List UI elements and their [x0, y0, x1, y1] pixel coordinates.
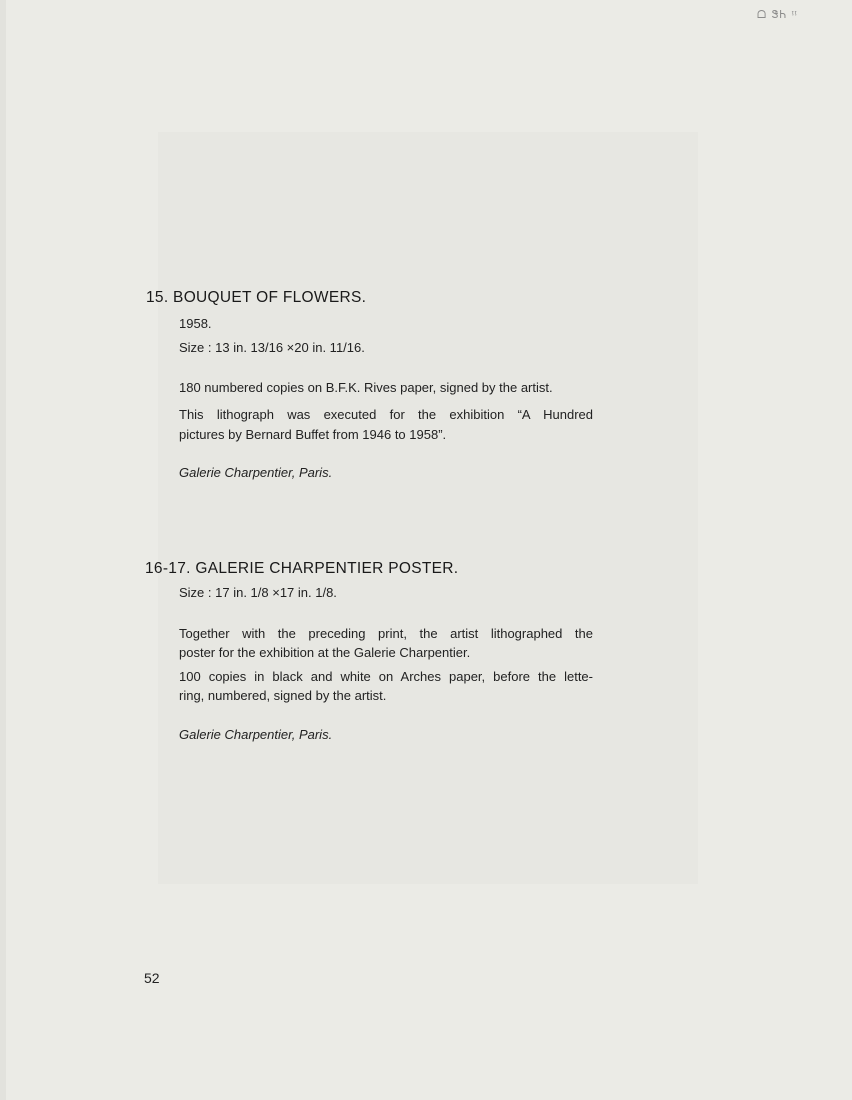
entry-16-17-note-line-2: poster for the exhibition at the Galerie Charpentier.	[179, 645, 471, 660]
entry-15-publisher: Galerie Charpentier, Paris.	[179, 465, 333, 480]
entry-15-title: 15. BOUQUET OF FLOWERS.	[146, 289, 367, 306]
entry-16-17-edition-line-1: 100 copies in black and white on Arches paper, before the lette-	[179, 669, 593, 684]
entry-15-note-line-2: pictures by Bernard Buffet from 1946 to 1958”.	[179, 427, 447, 442]
entry-16-17-note-line-1: Together with the preceding print, the artist lithographed the	[179, 626, 593, 641]
page-edge	[0, 0, 6, 1100]
entry-16-17-publisher: Galerie Charpentier, Paris.	[179, 727, 333, 742]
entry-16-17-size: Size : 17 in. 1/8 ×17 in. 1/8.	[179, 585, 337, 600]
pencil-marking: ᗝ ᏕᏂ ᵎᵎ	[757, 8, 798, 21]
print-show-through	[158, 132, 698, 884]
entry-15-note-line-1: This lithograph was executed for the exhibition “A Hundred	[179, 407, 593, 422]
entry-15-year: 1958.	[179, 316, 212, 331]
entry-15-edition: 180 numbered copies on B.F.K. Rives paper, signed by the artist.	[179, 380, 553, 395]
entry-15-size: Size : 13 in. 13/16 ×20 in. 11/16.	[179, 340, 365, 355]
page-number: 52	[144, 970, 160, 986]
entry-16-17-edition-line-2: ring, numbered, signed by the artist.	[179, 688, 387, 703]
entry-16-17-title: 16-17. GALERIE CHARPENTIER POSTER.	[145, 560, 459, 577]
